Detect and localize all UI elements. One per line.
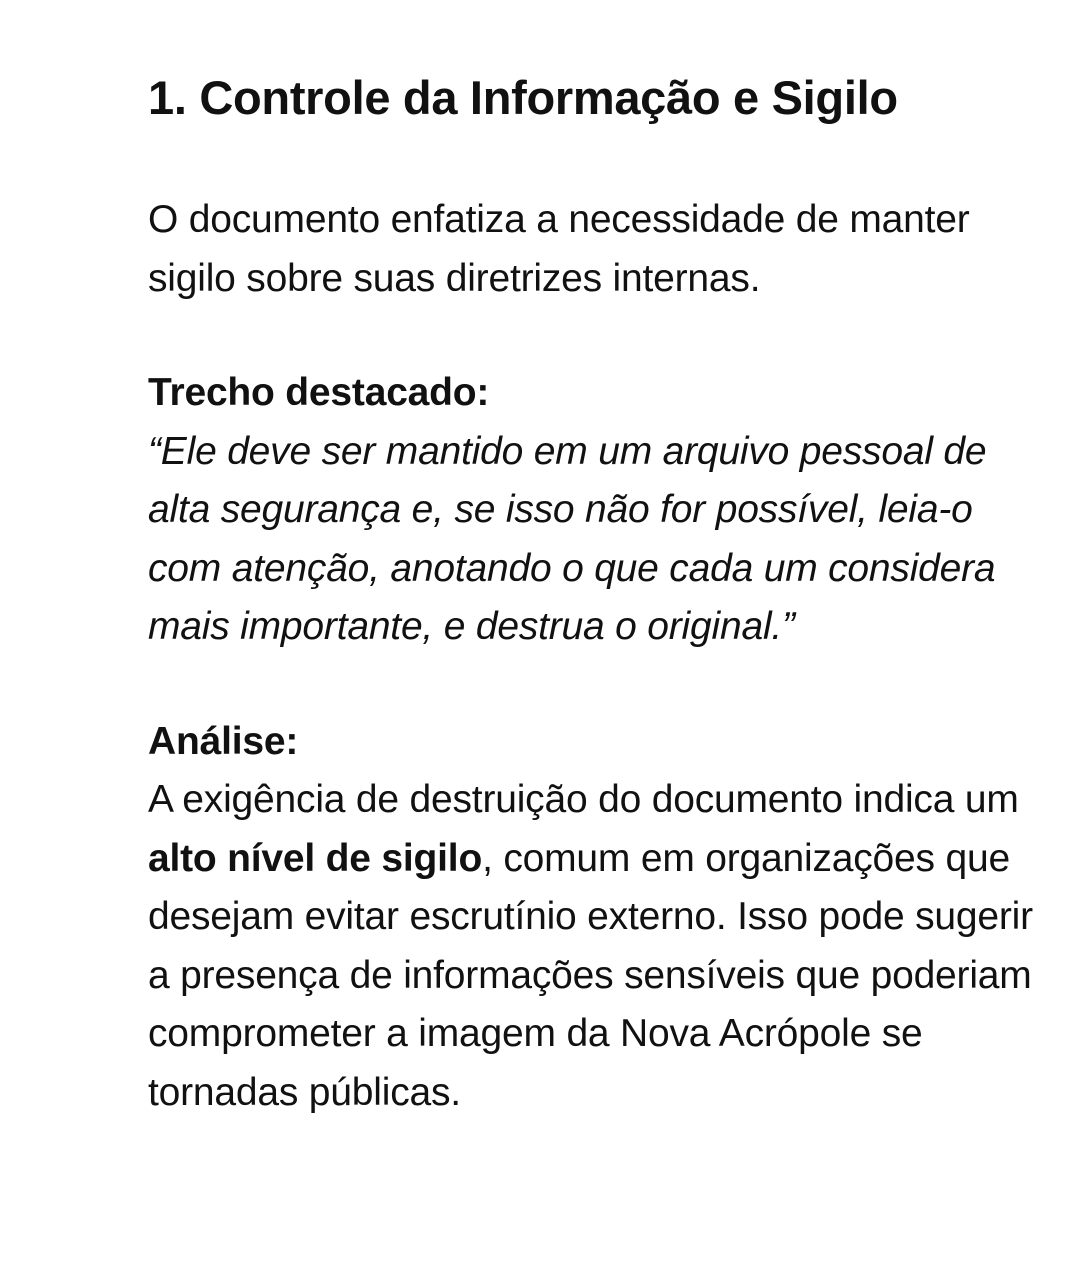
intro-paragraph: O documento enfatiza a necessidade de manter sigilo sobre suas diretrizes internas. <box>148 198 970 300</box>
analysis-text-end: , comum em organizações que desejam evitar escrutínio externo. Isso pode sugerir a presença de informações sensíveis que poderiam comprometer a imagem da Nova Acrópole se tornadas públicas. <box>148 836 1033 1114</box>
analysis-paragraph <box>148 771 1053 1122</box>
document-body <box>148 66 1053 1122</box>
excerpt-quote: “Ele deve ser mantido em um arquivo pessoal de alta segurança e, se isso não for possível, leia-o com atenção, anotando o que cada um considera mais importante, e destrua o original.” <box>148 429 996 648</box>
analysis-label: Análise: <box>148 719 299 763</box>
analysis-emphasis: alto nível de sigilo <box>148 836 483 880</box>
analysis-text-start: A exigência de destruição do documento indica um <box>148 778 1019 821</box>
excerpt-label: Trecho destacado: <box>148 371 490 414</box>
section-title: 1. Controle da Informação e Sigilo <box>148 71 898 124</box>
